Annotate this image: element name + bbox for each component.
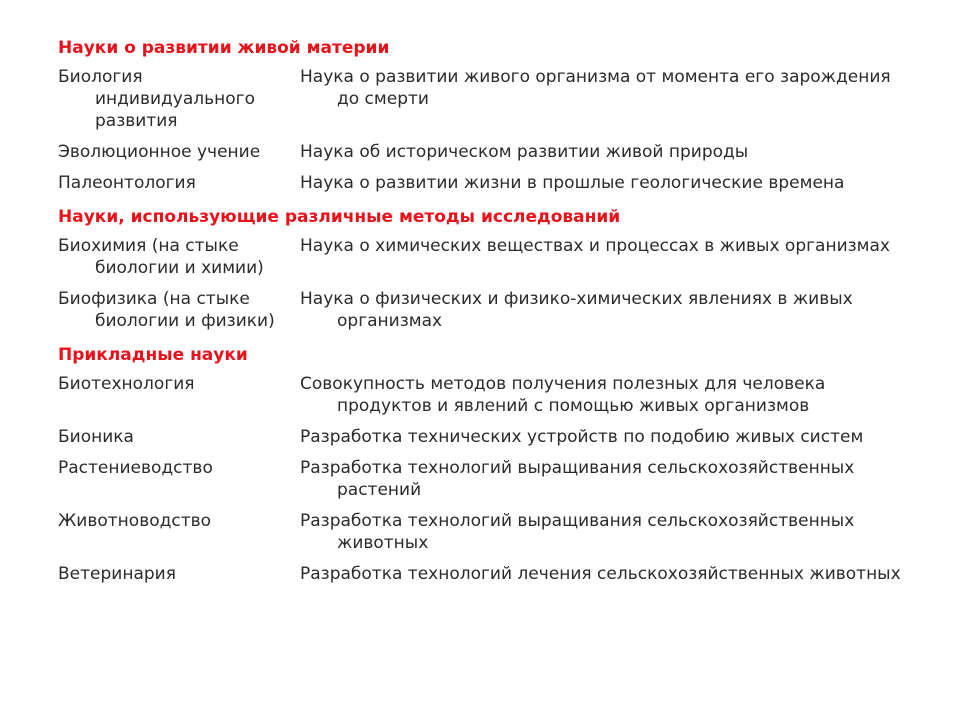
science-definition: Наука о физических и физико-химических явлениях в живых организмах <box>300 289 853 331</box>
sciences-table <box>58 34 908 594</box>
science-definition: Разработка технологий выращивания сельскохозяйственных животных <box>300 511 855 553</box>
table-row <box>58 235 908 288</box>
science-term: Ветеринария <box>58 564 176 584</box>
science-definition: Наука о развитии живого организма от момента его зарождения до смерти <box>300 67 891 109</box>
science-term: Растениеводство <box>58 458 213 478</box>
table-row <box>58 457 908 510</box>
science-definition: Разработка технических устройств по подобию живых систем <box>300 427 864 447</box>
science-definition: Разработка технологий лечения сельскохозяйственных животных <box>300 564 901 584</box>
section-heading-development: Науки о развитии живой материи <box>58 38 390 58</box>
science-definition: Совокупность методов получения полезных для человека продуктов и явлений с помощью живых организмов <box>300 374 826 416</box>
science-term: Палеонтология <box>58 173 196 193</box>
section-heading-applied: Прикладные науки <box>58 345 248 365</box>
table-row <box>58 66 908 141</box>
science-term: Биология индивидуального развития <box>58 67 255 131</box>
science-definition: Наука об историческом развитии живой природы <box>300 142 749 162</box>
table-row <box>58 373 908 426</box>
section-heading-methods: Науки, использующие различные методы исследований <box>58 207 621 227</box>
science-definition: Наука о химических веществах и процессах в живых организмах <box>300 236 890 256</box>
science-term: Бионика <box>58 427 134 447</box>
science-definition: Наука о развитии жизни в прошлые геологические времена <box>300 173 845 193</box>
table-row <box>58 510 908 563</box>
science-term: Биофизика (на стыке биологии и физики) <box>58 289 275 331</box>
science-term: Биохимия (на стыке биологии и химии) <box>58 236 264 278</box>
table-row <box>58 563 908 594</box>
table-row <box>58 172 908 203</box>
science-definition: Разработка технологий выращивания сельскохозяйственных растений <box>300 458 855 500</box>
science-term: Животноводство <box>58 511 212 531</box>
table-row <box>58 141 908 172</box>
science-term: Биотехнология <box>58 374 195 394</box>
science-term: Эволюционное учение <box>58 142 261 162</box>
table-row <box>58 288 908 341</box>
table-row <box>58 426 908 457</box>
